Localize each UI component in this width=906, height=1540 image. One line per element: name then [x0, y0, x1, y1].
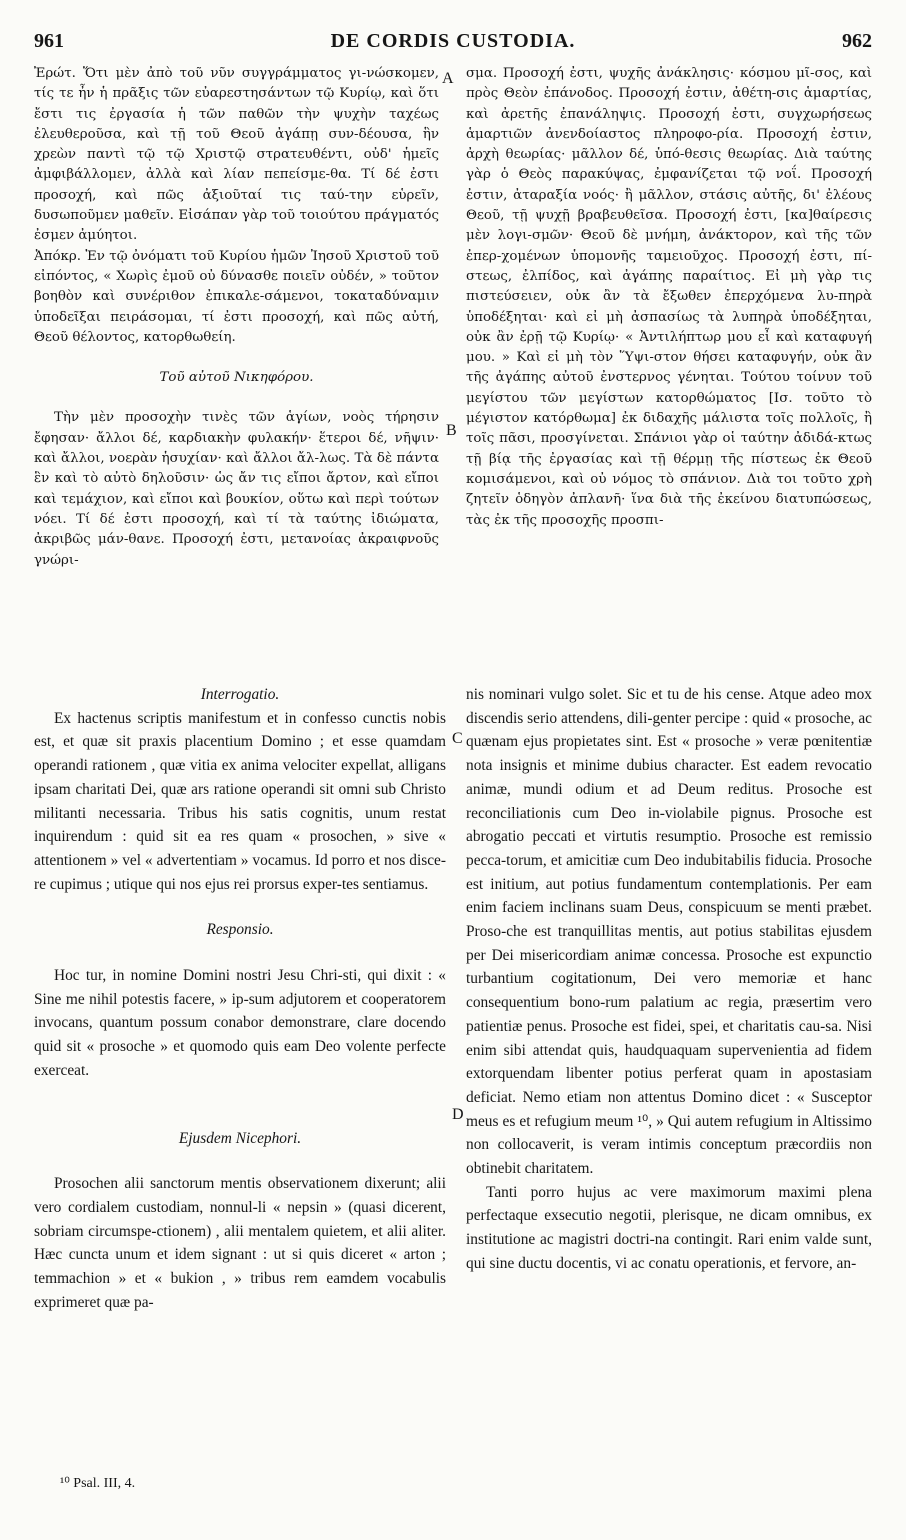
- latin-heading-nicephori: Ejusdem Nicephori.: [178, 1129, 302, 1147]
- latin-column-right: [466, 683, 872, 1276]
- greek-column-left: [34, 64, 439, 571]
- running-title: DE CORDIS CUSTODIA.: [330, 30, 576, 52]
- greek-column-right: [466, 64, 872, 531]
- latin-heading-responsio: Responsio.: [206, 921, 274, 939]
- margin-letter-b: B: [446, 422, 457, 439]
- greek-question: Ἐρώτ. Ὅτι μὲν ἀπὸ τοῦ νῦν συγγράμματος γι-νώσκομεν, τίς τε ἦν ἡ πρᾶξις τῶν εὐαρεστησάντων τῷ Κυρίῳ, καὶ ὅτι ἔστι τις ἐργασία ἡ τῶν παθῶν τὴν ψυχὴν ταχέως ἐλευθεροῦσα, καὶ τῇ τοῦ Θεοῦ ἀγάπῃ συν-δέουσα, ἣν χρεὼν παντὶ τῷ τῷ Χριστῷ στρατευθέντι, οὐδ' ἡμεῖς ἀμφιβάλλομεν, ἀλλὰ καὶ λίαν πεπείσμε-θα. Τί δέ ἐστι προσοχή, καὶ πῶς ἀξιοῦταί τις ταύ-την εὑρεῖν, δυσωποῦμεν μαθεῖν. Εἰσάπαν γὰρ τοῦ τοιούτου πράγματός ἐσμεν ἀμύητοι.: [34, 66, 439, 244]
- margin-letter-d: D: [452, 1106, 464, 1123]
- latin-question: Ex hactenus scriptis manifestum et in confesso cunctis nobis est, et quæ sit praxis placentium Domino ; et esse quamdam operandi rationem , quæ vitia ex anima velociter expellat, alligans ipsam charitati Dei, quæ ars ratione operandi sit omni sub Christo militanti necessaria. Tribus his satis cognitis, unum restat inquirendum : quid sit ea res quam « prosochen, » sive « attentionem » vel « advertentiam » vocamus. Id porro et nos disce-re cupimus ; utique qui nos ejus rei prorsus exper-tes sentiamus.: [34, 709, 446, 893]
- page-number-right: 962: [842, 30, 872, 52]
- margin-letter-a: A: [442, 70, 454, 87]
- latin-continuation: nis nominari vulgo solet. Sic et tu de his cense. Atque adeo mox discendis serio attendens, dili-genter percipe : quid « prosoche, ac quænam ejus propietates sint. Est « prosoche » veræ pœnitentiæ nota insignis et minime dubius character. Est eadem revocatio animæ, mundi odium et ad Deum reditus. Prosoche est reconciliationis cum Deo in-violabile pignus. Prosoche est abrogatio peccati et virtutis resumptio. Prosoche est remissio pecca-torum, et amicitiæ cum Deo indubitabilis fiducia. Prosoche est initium, aut potius fundamentum contemplationis. Per eam enim faciem inclinans suam Deus, conspicuum se menti præbet. Proso-che est tranquillitas mentis, aut potius stabilitas ejusdem per Dei misericordiam animæ concessa. Prosoche est expunctio turbantium cogitationum, Dei vero memoriæ et hanc consequentium bono-rum palatium ac regia, præsertim vero patientiæ penus. Prosoche est fidei, spei, et charitatis cau-sa. Nisi enim sibi attendat quis, haudquaquam supervenientia ad fidem extorquendam libenter potius perferat quam in apostasiam deficiat. Nemo etiam non attentus Domino dicet : « Susceptor meus es et refugium meum ¹⁰, » Qui autem refugium in Altissimo non collocaverit, is veram intimis conceptum præcordiis non obtinebit charitatem.: [466, 686, 872, 1178]
- latin-answer: Hoc tur, in nomine Domini nostri Jesu Chri-sti, qui dixit : « Sine me nihil potestis facere, » ip-sum adjutorem et cooperatorem invocans, quantum possum conabor demonstrare, clare docendo quid sit « prosoche » et quomodo quis eam Deo volente perfecte exerceat.: [34, 967, 446, 1079]
- greek-continuation: σμα. Προσοχή ἐστι, ψυχῆς ἀνάκλησις· κόσμου μῖ-σος, καὶ πρὸς Θεὸν ἐπάνοδος. Προσοχή ἐστιν, ἀθέτη-σις ἁμαρτίας, καὶ ἀρετῆς ἐπανάληψις. Προσοχή ἐστι, συγχωρήσεως ἁμαρτιῶν ἀνενδοίαστος πληροφο-ρία. Προσοχή ἐστιν, ἀρχὴ θεωρίας· μᾶλλον δέ, ὑπό-θεσις θεωρίας. Διὰ ταύτης γὰρ ὁ Θεὸς παρακύψας, ἐμφανίζεται τῷ νοΐ. Προσοχή ἐστιν, ἀταραξία νοός· ἢ μᾶλλον, στάσις αὐτῆς, δι' ἐλέους Θεοῦ, τῇ ψυχῇ βραβευθεῖσα. Προσοχή ἐστι, [κα]θαίρεσις μὲν λογι-σμῶν· Θεοῦ δὲ μνήμη, ἀνάκτορον, καὶ τῆς τῶν ἐπερ-χομένων ὑπομονῆς ταμειοῦχος. Προσοχή ἐστι, πί-στεως, ἐλπίδος, καὶ ἀγάπης παραίτιος. Εἰ μὴ γὰρ τις πιστεύσειεν, οὐκ ἂν τὰ ἔξωθεν ἐπερχόμενα λυ-πηρὰ ὑποδέξηται· καὶ εἰ μὴ ἀσπασίως τὰ λυπηρὰ ὑποδέξηται, οὐκ ἂν ἐρῇ τῷ Κυρίῳ· « Ἀντιλήπτωρ μου εἶ καὶ καταφυγή μου. » Καὶ εἰ μὴ τὸν Ὕψι-στον θήσει καταφυγήν, οὐκ ἂν τῆς ἀγάπης αὐτοῦ ἐνστερνος γένηται. Τούτου τοίνυν τοῦ μεγίστου τῶν μεγίστων κατορθώματος [Ισ. τοῦτο τὸ μέγιστον κατόρθωμα] ἐκ διδαχῆς μάλιστα τοῖς πολλοῖς, ἢ τοῖς πᾶσι, προσγίνεται. Σπάνιοι γὰρ οἱ ταύτην ἀδιδά-κτως τῇ βίᾳ τῆς ἐργασίας καὶ τῇ θέρμῃ τῆς πίστεως ἐκ Θεοῦ κομισάμενοι, καὶ οὐ νόμος τὸ σπάνιον. Διὰ τοι τοῦτο χρὴ ζητεῖν ὁδηγὸν ἀπλανῆ· ἵνα διὰ τῆς ἐκείνου διατυπώσεως, τὰς ἐκ τῆς προσοχῆς προσπι-: [466, 66, 872, 528]
- page-header: [0, 30, 906, 58]
- margin-letter-c: C: [452, 730, 463, 747]
- greek-nicephorus-text: Τὴν μὲν προσοχὴν τινὲς τῶν ἁγίων, νοὸς τήρησιν ἔφησαν· ἄλλοι δέ, καρδιακὴν φυλακήν· ἕτεροι δέ, νῆψιν· καὶ ἄλλοι, νοερὰν ἡσυχίαν· καὶ ἄλλοι ἄλ-λως. Τὰ δὲ πάντα ἓν καὶ τὸ αὐτὸ δηλοῦσιν· ὡς ἄν τις εἴποι ἄρτον, καὶ εἴποι καὶ τεμάχιον, καὶ εἴποι καὶ βουκίον, οὕτω καὶ περὶ τούτων νόει. Τί δέ ἐστι προσοχή, καὶ τί τὰ ταύτης ἰδιώματα, ἀκριβῶς μάν-θανε. Προσοχή ἐστι, μετανοίας ἀκραιφνοῦς γνώρι-: [34, 410, 439, 568]
- footnote: ¹⁰ Psal. III, 4.: [60, 1476, 136, 1491]
- latin-heading-interrogatio: Interrogatio.: [200, 686, 280, 703]
- latin-nicephorus-text: Prosochen alii sanctorum mentis observationem dixerunt; alii vero cordialem custodiam, nonnul-li « nepsin » (quasi dicerent, sobriam circumspe-ctionem) , alii mentalem quietem, et alii aliter. Hæc cuncta unum et idem signant : ut si quis diceret « arton ; temmachion » et « bukion , » tribus rem eamdem vocabulis exprimeret quæ pa-: [34, 1175, 446, 1311]
- greek-answer: Ἀπόκρ. Ἐν τῷ ὀνόματι τοῦ Κυρίου ἡμῶν Ἰησοῦ Χριστοῦ τοῦ εἰπόντος, « Χωρὶς ἐμοῦ οὐ δύνασθε ποιεῖν οὐδέν, » τοῦτον βοηθὸν καὶ συνέριθον ἐπικαλε-σάμενοι, τοκαταδύναμιν ὑποδεῖξαι πειράσομαι, τί ἐστι προσοχή, καὶ πῶς αὐτή, Θεοῦ θέλοντος, κατορθωθείη.: [34, 248, 439, 345]
- latin-final-paragraph: Tanti porro hujus ac vere maximorum maximi plena perfectaque exsecutio negotii, plerisque, ne dicam omnibus, ex institutione ac magistri doctri-na contingit. Rari enim valde sunt, qui sine ductu docentis, vi ac conatu operationis, et fervore, an-: [466, 1183, 872, 1272]
- latin-column-left: [34, 683, 446, 1314]
- page-number-left: 961: [34, 30, 64, 52]
- greek-section-heading: Τοῦ αὐτοῦ Νικηφόρου.: [159, 370, 314, 386]
